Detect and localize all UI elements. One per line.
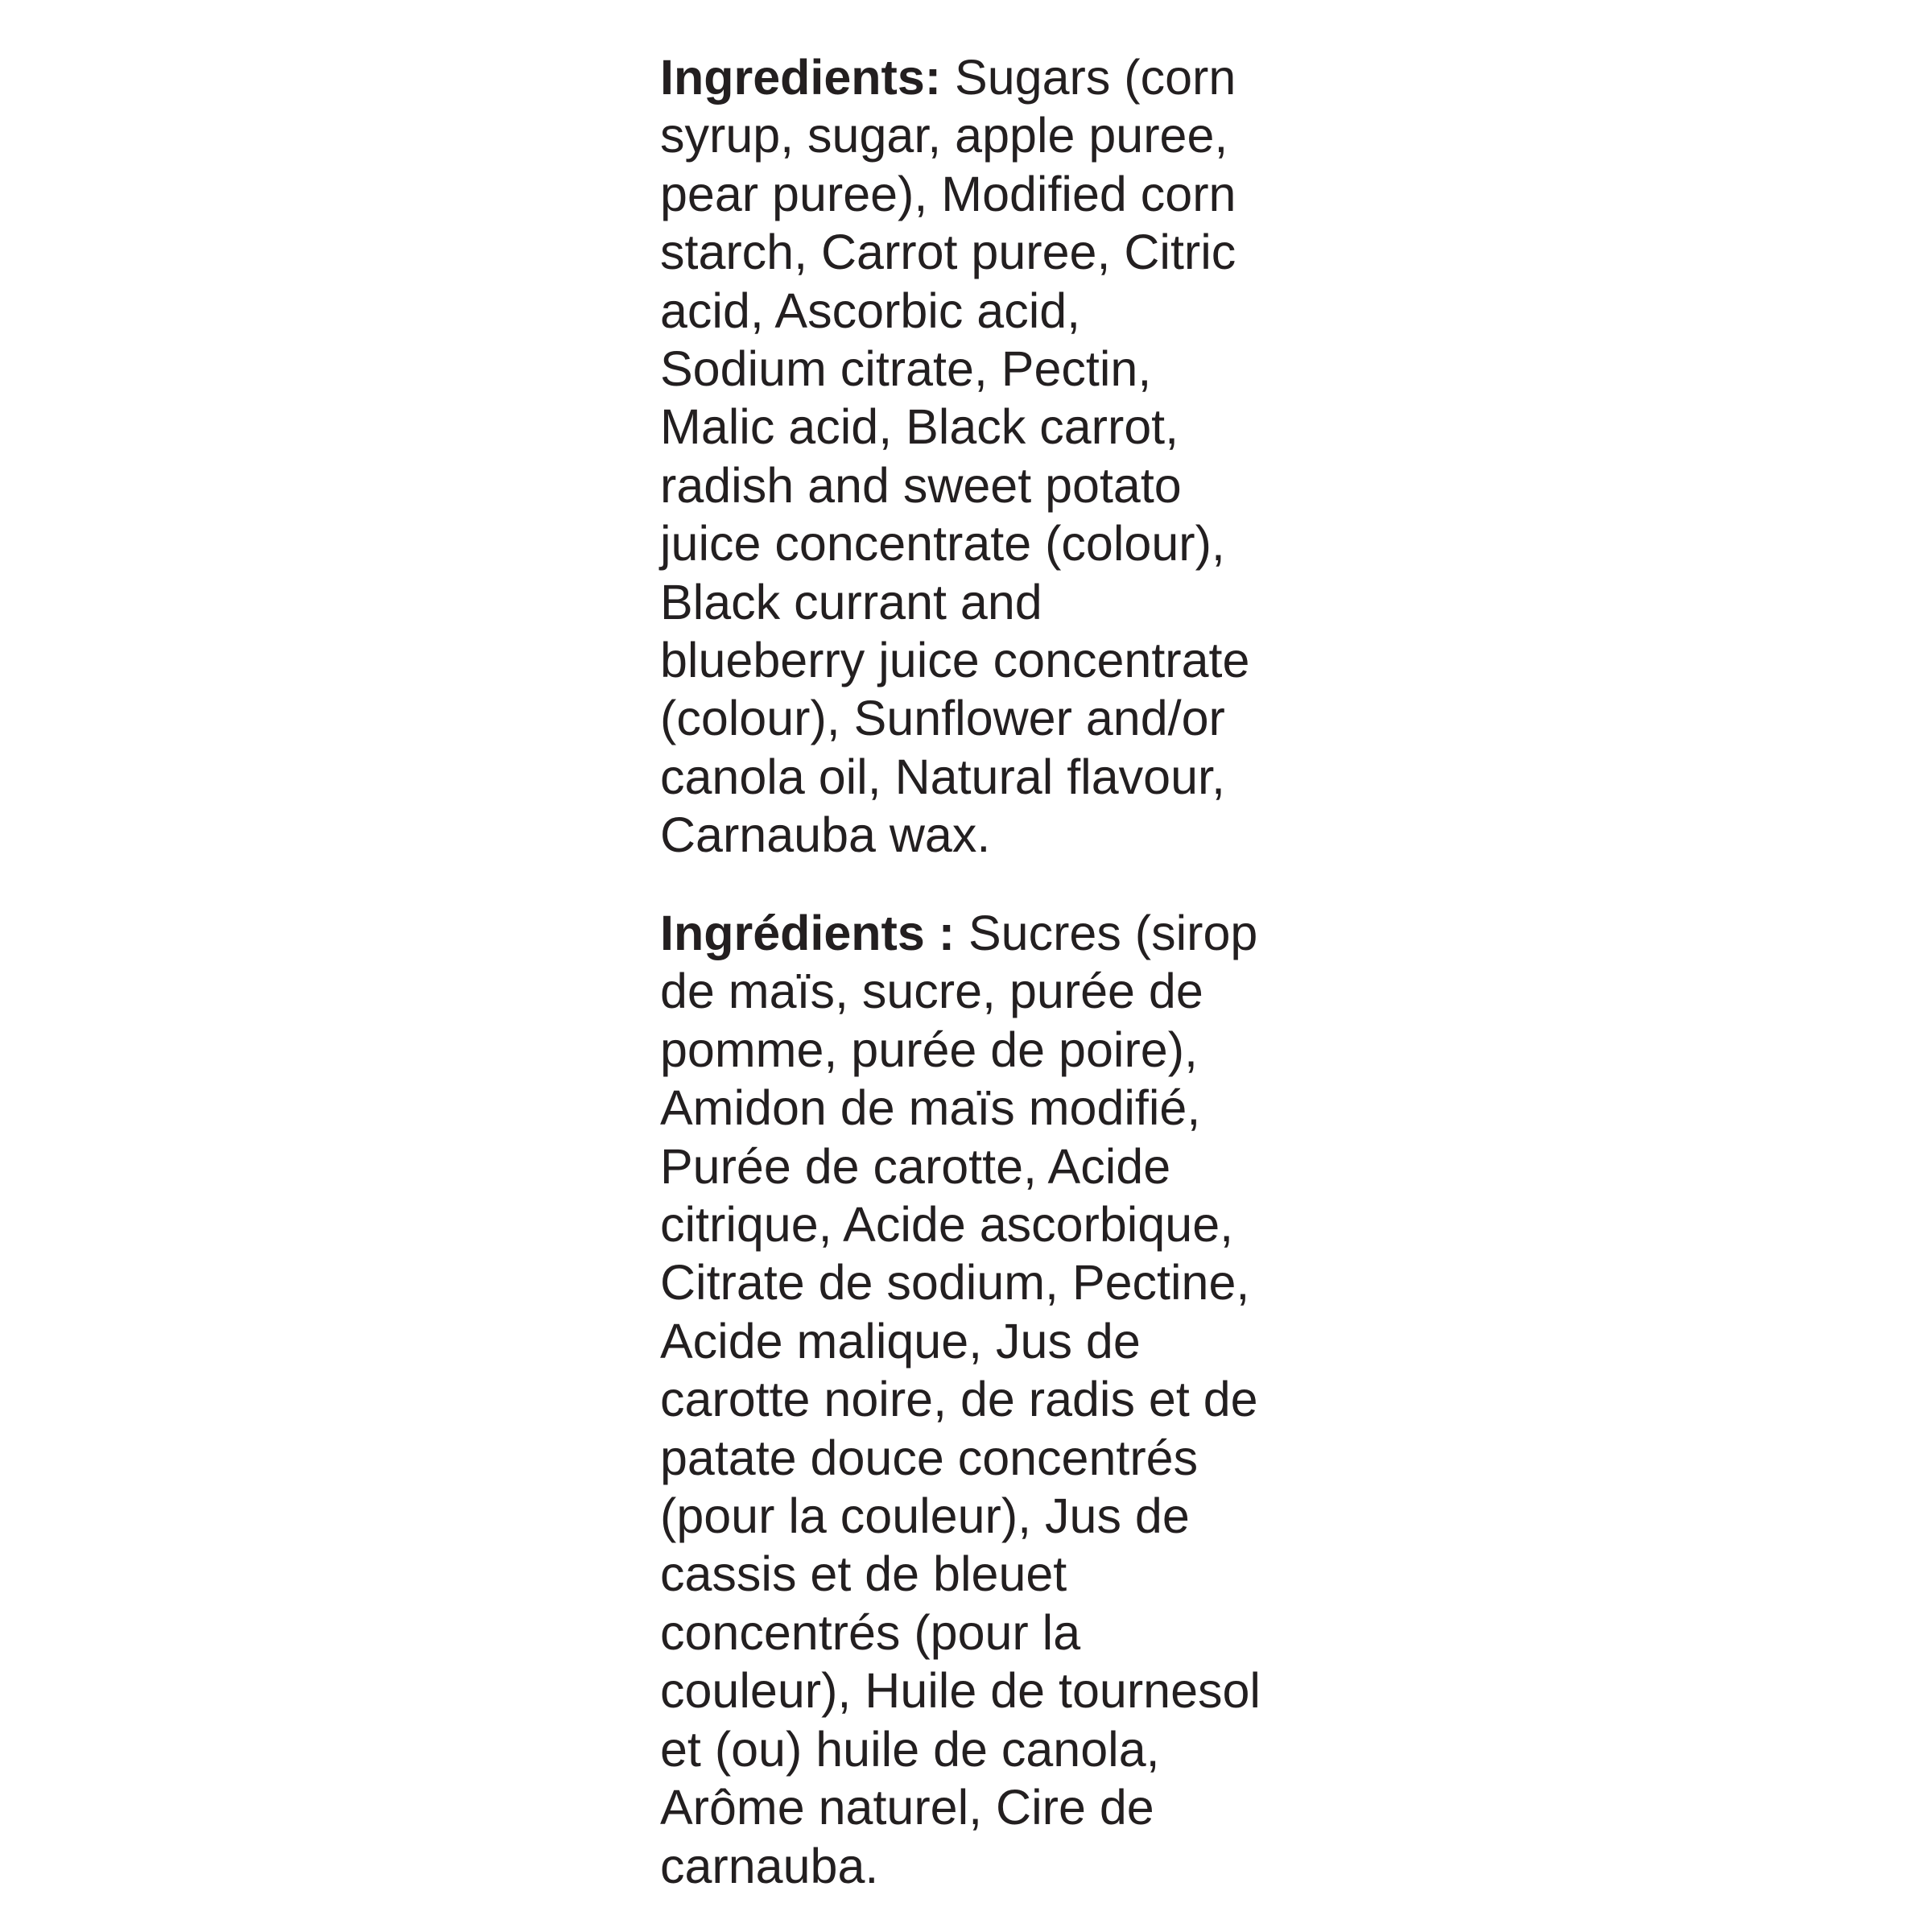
ingredients-fr-line: carotte noire, de radis et de (660, 1372, 1258, 1427)
ingredients-en-line: Carnauba wax. (660, 807, 991, 863)
ingredients-fr-line-0 (660, 904, 1261, 962)
ingredients-en-line: Malic acid, Black carrot, (660, 399, 1179, 455)
ingredients-fr-line: patate douce concentrés (660, 1430, 1199, 1485)
ingredients-en-first-line-text: Sugars (corn (941, 50, 1236, 105)
ingredients-en-line: Black currant and (660, 574, 1042, 630)
ingredients-en-heading: Ingredients: (660, 50, 942, 105)
ingredients-fr-line: carnauba. (660, 1838, 879, 1893)
ingredients-en-line: (colour), Sunflower and/or (660, 691, 1225, 746)
ingredients-fr-line: Acide malique, Jus de (660, 1313, 1141, 1368)
ingredients-en-line: juice concentrate (colour), (660, 516, 1225, 572)
ingredients-fr-line: Citrate de sodium, Pectine, (660, 1255, 1250, 1311)
ingredients-fr-line: Purée de carotte, Acide (660, 1138, 1171, 1194)
ingredients-fr-line: Arôme naturel, Cire de (660, 1780, 1154, 1835)
ingredients-en-line: Sodium citrate, Pectin, (660, 341, 1152, 397)
ingredients-fr-line: concentrés (pour la (660, 1604, 1081, 1660)
ingredients-en-line: blueberry juice concentrate (660, 633, 1250, 688)
ingredients-fr-line: citrique, Acide ascorbique, (660, 1197, 1234, 1253)
ingredients-fr-line: couleur), Huile de tournesol (660, 1663, 1261, 1719)
ingredients-en-line: acid, Ascorbic acid, (660, 283, 1081, 338)
ingredients-fr-line: (pour la couleur), Jus de (660, 1488, 1190, 1544)
ingredients-fr-line: Amidon de maïs modifié, (660, 1080, 1201, 1136)
ingredients-french (660, 904, 1261, 1895)
ingredients-en-line: starch, Carrot puree, Citric (660, 225, 1236, 280)
ingredients-fr-line: cassis et de bleuet (660, 1546, 1067, 1602)
ingredients-en-line: syrup, sugar, apple puree, (660, 108, 1228, 163)
ingredients-fr-first-line-text: Sucres (sirop (955, 906, 1258, 960)
ingredients-en-line: radish and sweet potato (660, 457, 1182, 513)
ingredients-fr-heading: Ingrédients : (660, 906, 956, 960)
ingredients-fr-line: de maïs, sucre, purée de (660, 964, 1203, 1019)
ingredients-panel (660, 48, 1304, 1892)
ingredients-en-line: pear puree), Modified corn (660, 166, 1236, 221)
ingredients-fr-line: pomme, purée de poire), (660, 1022, 1198, 1077)
ingredients-en-line: canola oil, Natural flavour, (660, 749, 1225, 804)
ingredients-en-line-0 (660, 48, 1249, 106)
ingredients-fr-line: et (ou) huile de canola, (660, 1721, 1160, 1777)
ingredients-english (660, 48, 1249, 865)
